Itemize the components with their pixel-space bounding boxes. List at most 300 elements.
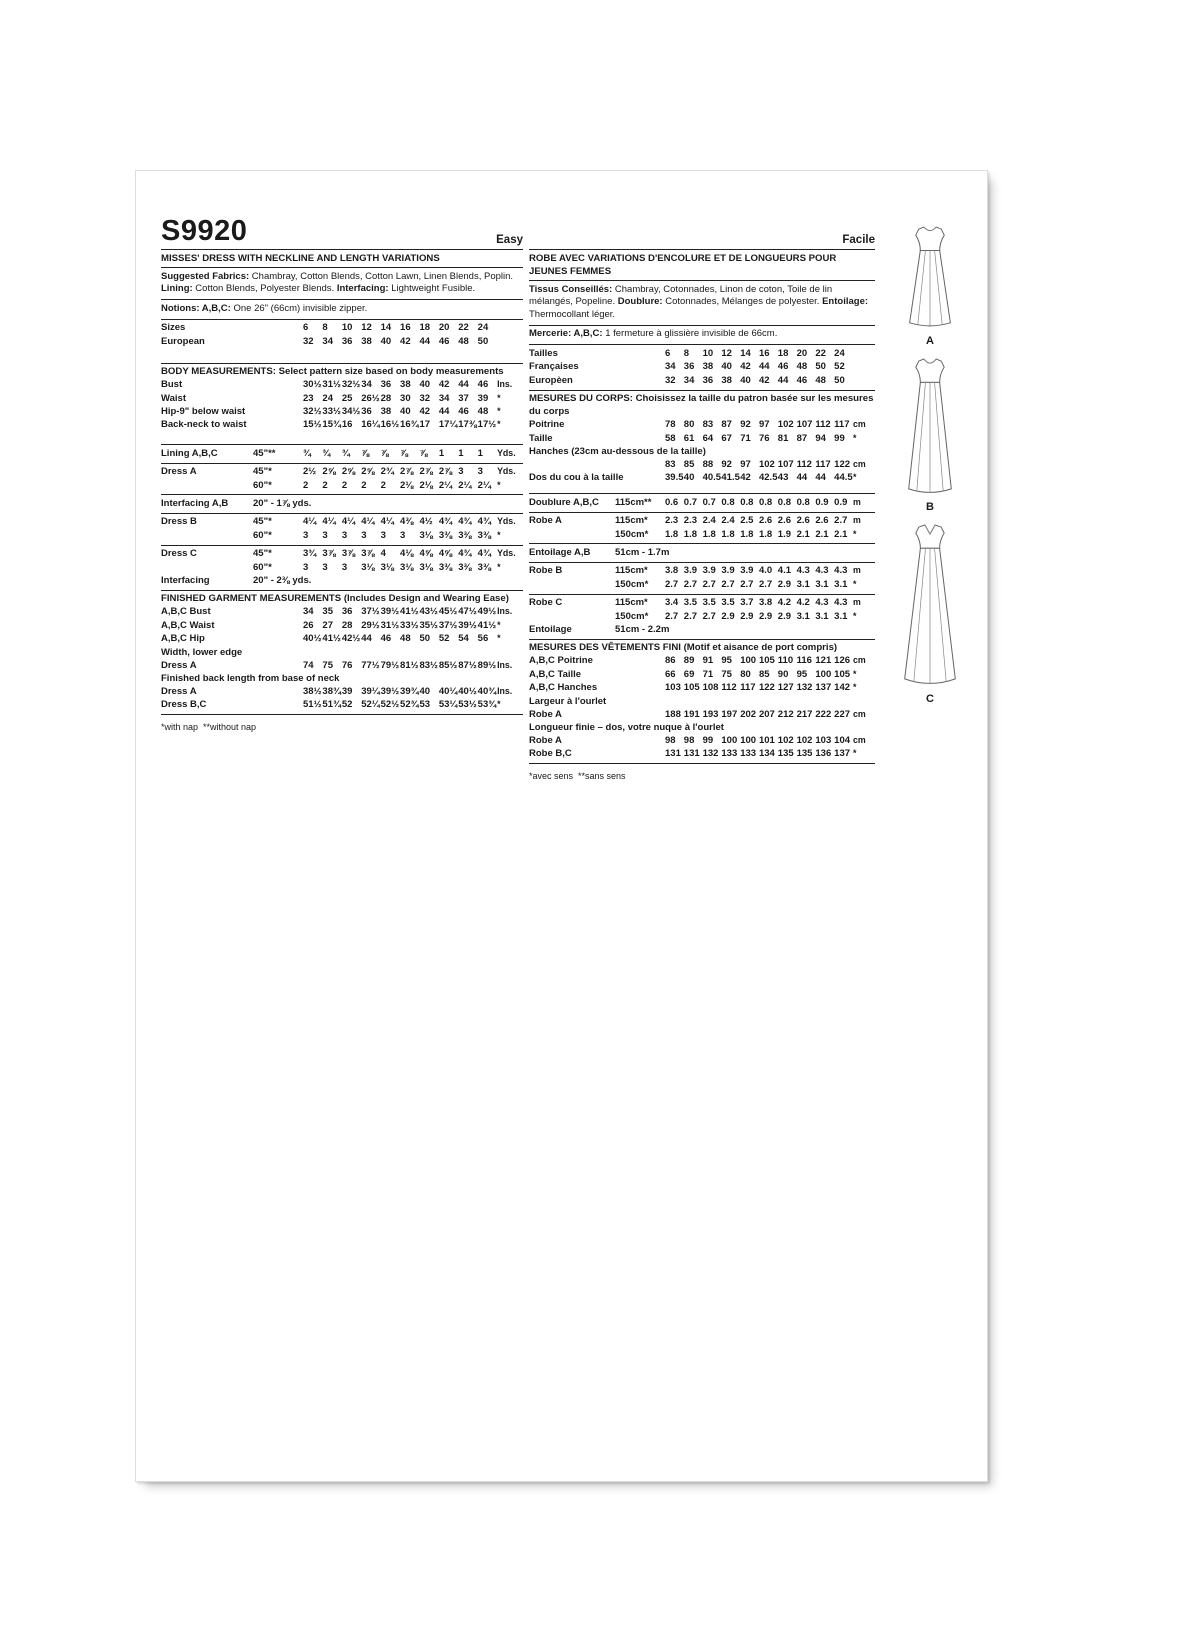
- value-cell: 4.3: [834, 565, 848, 577]
- value-cell: 3⅛: [400, 561, 414, 573]
- value-cell: 17: [419, 419, 431, 431]
- yardage-note-row: [161, 497, 523, 510]
- value-cell: 4¼: [361, 516, 375, 528]
- value-cell: 90: [777, 668, 789, 680]
- value-cell: 92: [740, 419, 751, 431]
- value-cell: 4.2: [796, 597, 810, 609]
- value-cell: 42: [400, 335, 411, 347]
- unit-cell: m: [852, 565, 861, 576]
- value-cell: 34: [303, 606, 314, 618]
- fabric-width: 150cm*: [615, 610, 649, 622]
- unit-cell: *: [497, 633, 501, 644]
- value-cell: 37: [458, 392, 469, 404]
- figure-view-c: [897, 523, 963, 715]
- value-cell: 15½: [303, 419, 322, 431]
- value-cell: 80: [740, 668, 751, 680]
- measurement-row: [161, 605, 523, 618]
- value-cell: 34: [683, 374, 695, 386]
- row-label: Bust: [161, 379, 183, 391]
- measurement-row: [529, 432, 875, 445]
- unit-cell: m: [852, 496, 861, 507]
- table-section: [161, 299, 523, 319]
- value-cell: 0.8: [721, 496, 735, 508]
- value-cell: 31½: [380, 619, 400, 631]
- note-text: 51cm - 2.2m: [615, 623, 670, 635]
- value-cell: 110: [777, 655, 794, 667]
- measurement-row: [161, 321, 523, 334]
- french-column: [529, 215, 875, 781]
- text-segment: Interfacing:: [336, 283, 389, 295]
- value-cell: 103: [815, 735, 832, 746]
- fabric-width: 45"*: [253, 548, 272, 560]
- value-cell: 92: [721, 458, 732, 470]
- value-cell: 41½: [322, 633, 341, 645]
- value-cell: 85: [758, 668, 770, 680]
- fabric-width: 150cm*: [615, 578, 649, 590]
- value-cell: 28: [341, 619, 353, 631]
- value-cell: 48: [796, 361, 808, 373]
- text-segment: Chambray, Cotonnades, Linon de coton, Toile de lin mélangés, Popeline.: [529, 283, 833, 308]
- figure-view-b: [897, 357, 963, 523]
- value-cell: 83: [702, 419, 714, 431]
- value-cell: 46: [477, 379, 489, 391]
- table-sections: [161, 249, 523, 715]
- unit-cell: *: [497, 619, 501, 630]
- row-label: Taille: [529, 432, 553, 444]
- value-cell: 25: [341, 392, 353, 404]
- value-cell: 1.8: [721, 528, 735, 540]
- value-cell: 52½: [380, 699, 400, 711]
- dress-b-illustration: [897, 357, 963, 499]
- value-cell: 2⅞: [419, 466, 433, 478]
- value-cell: 40: [683, 472, 695, 484]
- value-cell: 46: [458, 405, 469, 417]
- value-cell: 53¼: [438, 699, 458, 711]
- unit-cell: *: [497, 529, 501, 540]
- value-cell: 46: [777, 361, 789, 373]
- value-cell: 136: [815, 748, 832, 760]
- value-cell: 42½: [341, 633, 361, 645]
- value-cell: 10: [341, 322, 353, 334]
- value-cell: 4⅛: [400, 548, 414, 560]
- value-cell: 2: [380, 479, 386, 491]
- value-cell: 191: [683, 708, 700, 720]
- unit-cell: *: [497, 561, 501, 572]
- value-cell: 36: [683, 361, 695, 373]
- yardage-row: [529, 610, 875, 623]
- value-cell: 40: [740, 374, 751, 386]
- value-cell: 1.9: [777, 528, 791, 540]
- value-cell: 2: [303, 479, 309, 491]
- value-cell: 58: [665, 432, 676, 444]
- value-cell: 127: [777, 682, 794, 694]
- row-label: A,B,C Hip: [161, 633, 205, 645]
- value-cell: 40¼: [438, 686, 458, 697]
- value-cell: 44: [758, 361, 770, 373]
- fabric-width: 60"*: [253, 479, 272, 491]
- value-cell: 3⅜: [438, 561, 453, 573]
- value-cell: 95: [796, 668, 808, 680]
- table-section: [161, 267, 523, 299]
- value-cell: 94: [815, 432, 826, 444]
- row-group-label: Finished back length from base of neck: [161, 673, 340, 684]
- value-cell: 6: [303, 322, 309, 334]
- value-cell: 88: [702, 458, 714, 470]
- value-cell: 42: [438, 379, 450, 391]
- value-cell: 2.1: [834, 528, 848, 540]
- value-cell: 48: [477, 405, 489, 417]
- measurement-row: [529, 668, 875, 681]
- value-cell: 3¾: [303, 548, 317, 560]
- value-cell: 40: [400, 405, 411, 417]
- english-column: [161, 215, 523, 732]
- value-cell: 35½: [419, 619, 438, 631]
- row-label: Europèen: [529, 374, 573, 386]
- value-cell: 30: [400, 392, 411, 404]
- text-segment: Thermocollant léger.: [529, 308, 616, 320]
- value-cell: 2¼: [438, 479, 453, 491]
- value-cell: 75: [721, 668, 732, 680]
- value-cell: 102: [777, 419, 794, 431]
- yardage-row: [529, 596, 875, 609]
- value-cell: 74: [303, 659, 314, 671]
- unit-cell: cm: [852, 735, 866, 745]
- value-cell: 2⅛: [419, 479, 433, 491]
- fabric-width: 60"*: [253, 561, 272, 573]
- value-cell: 132: [796, 682, 813, 694]
- value-cell: 2.7: [665, 578, 679, 590]
- value-cell: 40½: [458, 686, 477, 697]
- value-cell: 222: [815, 708, 832, 720]
- value-cell: 2½: [303, 466, 317, 478]
- table-section: [529, 325, 875, 345]
- value-cell: 101: [758, 735, 775, 746]
- value-cell: 3: [380, 529, 386, 541]
- value-cell: 20: [796, 347, 808, 359]
- value-cell: 3: [303, 561, 309, 573]
- value-cell: 50: [834, 374, 845, 386]
- value-cell: 40.5: [702, 472, 722, 484]
- value-cell: 193: [702, 708, 719, 720]
- table-section: [161, 513, 523, 545]
- value-cell: 3⅛: [419, 561, 433, 573]
- fabric-width: 45"**: [253, 447, 276, 459]
- value-cell: 86: [665, 655, 676, 667]
- row-label: Doublure A,B,C: [529, 496, 599, 508]
- value-cell: 97: [740, 458, 751, 470]
- value-cell: 39: [341, 686, 353, 697]
- value-cell: 3⅜: [477, 529, 491, 541]
- unit-cell: *: [852, 668, 857, 679]
- measurement-row: [529, 708, 875, 721]
- value-cell: 126: [834, 655, 851, 667]
- table-section: [529, 594, 875, 639]
- row-group-label: Longueur finie – dos, votre nuque à l'ourlet: [529, 722, 724, 733]
- unit-cell: cm: [852, 458, 866, 469]
- value-cell: 3.7: [740, 597, 754, 609]
- unit-cell: *: [497, 392, 501, 403]
- table-section: [529, 512, 875, 544]
- unit-cell: *: [852, 682, 857, 693]
- value-cell: 47½: [458, 606, 477, 618]
- row-label: Françaises: [529, 361, 579, 373]
- value-cell: 36: [361, 405, 372, 417]
- measurement-row: [161, 392, 523, 405]
- value-cell: 3.5: [683, 597, 698, 609]
- value-cell: 2.9: [777, 578, 791, 590]
- value-cell: 42: [740, 361, 751, 373]
- row-label: Interfacing: [161, 574, 210, 586]
- value-cell: 2.4: [702, 515, 716, 527]
- value-cell: 133: [740, 748, 757, 760]
- table-section: [529, 344, 875, 389]
- fabric-width: 45"*: [253, 466, 272, 478]
- row-label: A,B,C Bust: [161, 606, 211, 618]
- value-cell: 121: [815, 655, 832, 667]
- value-cell: 48: [458, 335, 469, 347]
- value-cell: 135: [796, 748, 813, 760]
- value-cell: 8: [683, 347, 690, 359]
- measurement-row: [529, 734, 875, 747]
- unit-cell: *: [497, 405, 501, 416]
- value-cell: 97: [758, 419, 770, 431]
- row-label: Back-neck to waist: [161, 419, 247, 431]
- value-cell: 22: [815, 347, 826, 359]
- value-cell: 107: [796, 419, 813, 431]
- measurement-row: [529, 654, 875, 667]
- text-segment: Suggested Fabrics:: [161, 270, 250, 282]
- row-label: European: [161, 335, 205, 347]
- value-cell: 4¾: [458, 516, 472, 528]
- row-label: A,B,C Taille: [529, 668, 582, 680]
- measurement-row: [161, 335, 523, 348]
- value-cell: 4¾: [458, 548, 472, 560]
- note-text: 20" - 1⅞ yds.: [253, 497, 312, 509]
- value-cell: 3.9: [702, 565, 716, 577]
- text-segment: Doublure:: [617, 296, 663, 308]
- value-cell: 64: [702, 432, 714, 444]
- value-cell: 33½: [322, 405, 341, 417]
- value-cell: 91: [702, 655, 714, 667]
- value-cell: 36: [341, 335, 353, 347]
- pattern-envelope-back: [135, 170, 988, 1482]
- value-cell: 1.8: [758, 528, 773, 540]
- value-cell: 4.3: [834, 597, 848, 609]
- row-label: Interfacing A,B: [161, 497, 229, 509]
- value-cell: 3: [322, 529, 328, 541]
- value-cell: 44: [777, 374, 789, 386]
- value-cell: 69: [683, 668, 695, 680]
- yardage-note-row: [529, 546, 875, 559]
- yardage-row: [529, 578, 875, 591]
- unit-cell: *: [497, 479, 501, 490]
- measurement-row: [529, 418, 875, 431]
- measurement-row: [529, 747, 875, 760]
- row-label: Dress C: [161, 548, 197, 560]
- value-cell: 41½: [477, 619, 497, 631]
- value-cell: 44: [361, 633, 372, 645]
- right-column-tables: [529, 249, 875, 764]
- value-cell: 103: [665, 682, 681, 694]
- value-cell: 48: [815, 374, 826, 386]
- row-label: Robe A: [529, 708, 562, 720]
- row-label: Robe A: [529, 735, 562, 746]
- english-column-header: [161, 215, 523, 249]
- measurement-row: [529, 681, 875, 694]
- unit-cell: Yds.: [497, 548, 516, 559]
- value-cell: 22: [458, 322, 469, 334]
- value-cell: 38: [380, 405, 392, 417]
- value-cell: 27: [322, 619, 333, 631]
- value-cell: 2.6: [815, 515, 829, 527]
- unit-cell: *: [852, 472, 857, 483]
- value-cell: 39½: [380, 606, 400, 618]
- value-cell: 0.7: [702, 496, 716, 508]
- value-cell: 3: [361, 529, 367, 541]
- figure-c-label: C: [926, 693, 934, 705]
- unit-cell: m: [852, 597, 861, 608]
- value-cell: 102: [796, 735, 813, 746]
- value-cell: 16½: [380, 419, 400, 431]
- value-cell: 98: [665, 735, 676, 746]
- table-section: [529, 493, 875, 511]
- value-cell: 35: [322, 606, 333, 618]
- value-cell: 15¾: [322, 419, 341, 431]
- value-cell: 44: [438, 405, 450, 417]
- row-label: Dos du cou à la taille: [529, 472, 624, 484]
- value-cell: 0.8: [740, 496, 754, 508]
- value-cell: 46: [438, 335, 450, 347]
- unit-cell: m: [852, 515, 861, 526]
- value-cell: 1: [438, 447, 445, 459]
- fabric-width: 60"*: [253, 529, 272, 541]
- value-cell: 17¼: [438, 419, 458, 431]
- value-cell: 49½: [477, 606, 497, 618]
- value-cell: 100: [740, 735, 757, 746]
- value-cell: 2.6: [796, 515, 810, 527]
- value-cell: 3⅜: [458, 561, 472, 573]
- paragraph: [161, 302, 523, 317]
- value-cell: 227: [834, 708, 851, 720]
- row-label: Robe B: [529, 565, 563, 577]
- unit-cell: Yds.: [497, 447, 516, 458]
- value-cell: 40: [419, 379, 431, 391]
- value-cell: 4.3: [796, 565, 810, 577]
- value-cell: 18: [777, 347, 789, 359]
- note-text: 20" - 2⅜ yds.: [253, 574, 312, 586]
- value-cell: 4.0: [758, 565, 773, 577]
- value-cell: 1.8: [740, 528, 754, 540]
- value-cell: 42: [419, 405, 431, 417]
- value-cell: 40¾: [477, 686, 497, 697]
- value-cell: 104: [834, 735, 851, 746]
- value-cell: 3.8: [665, 565, 679, 577]
- value-cell: 71: [702, 668, 714, 680]
- value-cell: 2.6: [777, 515, 791, 527]
- value-cell: 2⅝: [361, 466, 375, 478]
- row-label: Entoilage: [529, 623, 572, 635]
- value-cell: 56: [477, 633, 489, 645]
- value-cell: 78: [665, 419, 676, 431]
- value-cell: 75: [322, 659, 333, 671]
- table-section: [161, 363, 523, 435]
- row-label: Sizes: [161, 322, 186, 334]
- value-cell: 85½: [438, 659, 458, 671]
- value-cell: 71: [740, 432, 751, 444]
- value-cell: 2.9: [721, 610, 735, 622]
- value-cell: 3.1: [815, 578, 829, 590]
- value-cell: 83: [665, 458, 676, 470]
- value-cell: 137: [815, 682, 832, 694]
- yardage-row: [161, 515, 523, 528]
- value-cell: 2⅛: [400, 479, 414, 491]
- value-cell: 99: [702, 735, 714, 746]
- value-cell: ¾: [322, 447, 331, 459]
- value-cell: 76: [341, 659, 353, 671]
- nap-footnote-en: *with nap **without nap: [161, 722, 257, 733]
- table-section: [529, 543, 875, 561]
- value-cell: 117: [834, 419, 850, 431]
- value-cell: 3⅛: [380, 561, 394, 573]
- yardage-row: [161, 465, 523, 478]
- value-cell: 3⅞: [361, 548, 375, 560]
- value-cell: 34: [438, 392, 450, 404]
- fabric-width: 115cm*: [615, 515, 648, 527]
- value-cell: 100: [721, 735, 738, 746]
- row-label: Robe B,C: [529, 748, 572, 760]
- value-cell: 188: [665, 708, 681, 720]
- measurement-row: [161, 685, 523, 698]
- value-cell: 26½: [361, 392, 380, 404]
- value-cell: 212: [777, 708, 794, 720]
- value-cell: 2.6: [758, 515, 773, 527]
- value-cell: 1: [477, 447, 483, 459]
- value-cell: 133: [721, 748, 738, 760]
- value-cell: 50: [477, 335, 489, 347]
- value-cell: 46: [380, 633, 392, 645]
- value-cell: 2.5: [740, 515, 754, 527]
- value-cell: 4⅝: [438, 548, 453, 560]
- unit-cell: Ins.: [497, 379, 513, 390]
- value-cell: 3.1: [796, 578, 810, 590]
- fabric-width: 115cm*: [615, 565, 648, 577]
- pattern-number: S9920: [161, 215, 248, 247]
- value-cell: 0.7: [683, 496, 698, 508]
- value-cell: 61: [683, 432, 695, 444]
- value-cell: 0.9: [815, 496, 829, 508]
- value-cell: 131: [683, 748, 700, 760]
- table-section: [161, 444, 523, 462]
- value-cell: 39½: [380, 686, 400, 697]
- value-cell: 3: [341, 561, 348, 573]
- value-cell: 38: [361, 335, 372, 347]
- value-cell: 2.7: [683, 610, 698, 622]
- value-cell: 99: [834, 432, 845, 444]
- value-cell: 2⅞: [438, 466, 453, 478]
- value-cell: 3⅛: [361, 561, 375, 573]
- value-cell: 87½: [458, 659, 477, 671]
- row-label: A,B,C Waist: [161, 619, 215, 631]
- fabric-width: 115cm*: [615, 597, 648, 609]
- value-cell: 3.5: [721, 597, 735, 609]
- table-section: [529, 390, 875, 488]
- value-cell: 41½: [400, 606, 419, 618]
- value-cell: 4¼: [341, 516, 356, 528]
- value-cell: 16¾: [400, 419, 419, 431]
- paragraph: [161, 270, 523, 297]
- value-cell: 2⅞: [400, 466, 414, 478]
- value-cell: 38½: [303, 686, 322, 697]
